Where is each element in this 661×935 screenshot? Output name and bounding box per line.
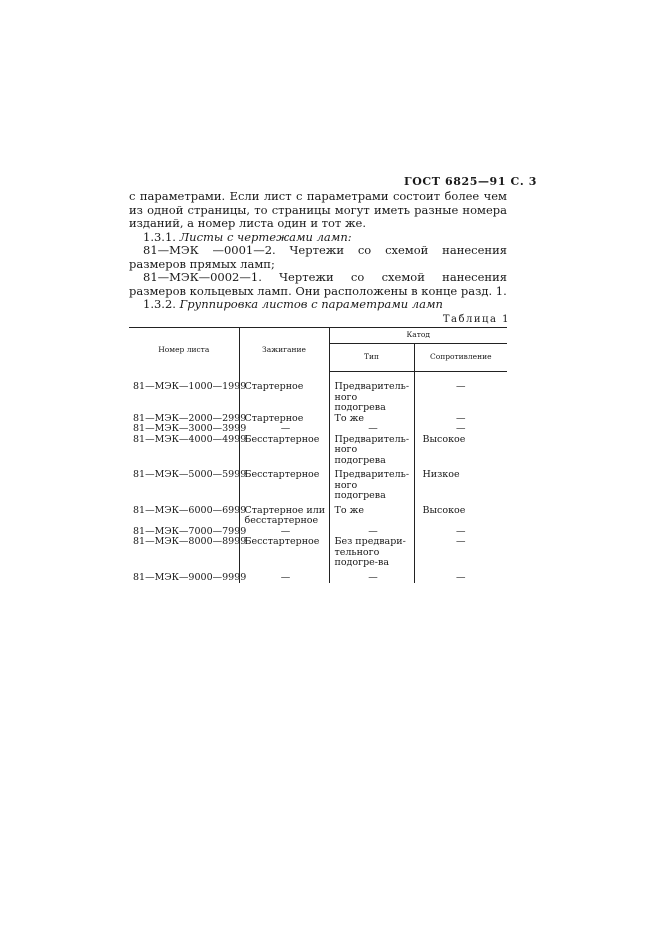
cell-ignition: — bbox=[239, 424, 329, 435]
header-ignition: Зажигание bbox=[239, 328, 329, 372]
intro-paragraph: с параметрами. Если лист с параметрами состоит более чем из одной страницы, то страницы могут иметь разные номера изданий, а номер листа один и тот же. bbox=[129, 189, 507, 230]
cell-resistance: Низкое bbox=[422, 469, 460, 480]
section-1-3-2-heading bbox=[129, 298, 507, 312]
cell-ignition: Бесстартерное bbox=[239, 435, 329, 467]
cell-type: Предваритель-ного подогрева bbox=[329, 435, 414, 467]
table-row bbox=[129, 382, 507, 414]
cell-sheet: 81—МЭК—1000—1999 bbox=[129, 382, 239, 414]
header-resistance: Сопротивление bbox=[414, 344, 507, 372]
cell-type: — bbox=[329, 424, 414, 435]
cell-sheet: 81—МЭК—4000—4999 bbox=[129, 435, 239, 467]
table-row bbox=[129, 537, 507, 569]
cell-type: Предваритель-ного подогрева bbox=[329, 466, 414, 502]
cell-resistance: Высокое bbox=[422, 433, 466, 445]
section-1-3-2-title: Группировка листов с параметрами ламп bbox=[179, 297, 443, 311]
cell-ignition: — bbox=[239, 569, 329, 584]
cell-type: — bbox=[329, 527, 414, 538]
cell-type: То же bbox=[329, 414, 414, 425]
header-sheet-number: Номер листа bbox=[129, 328, 239, 372]
header-cathode: Катод bbox=[329, 328, 507, 344]
section-1-3-1-item-1: 81—МЭК —0001—2. Чертежи со схемой нанесения размеров прямых ламп; bbox=[129, 243, 507, 271]
page-header: ГОСТ 6825—91 С. 3 bbox=[404, 175, 537, 188]
section-1-3-1-item-2: 81—МЭК—0002—1. Чертежи со схемой нанесения размеров кольцевых ламп. Они расположены в конце разд. 1. bbox=[129, 270, 507, 298]
cell-resistance: — bbox=[456, 412, 466, 424]
section-1-3-2-number: 1.3.2. bbox=[143, 297, 176, 311]
cell-sheet: 81—МЭК—8000—8999 bbox=[129, 537, 239, 569]
cell-ignition: Стартерное или бесстартерное bbox=[239, 502, 329, 527]
cell-ignition: Стартерное bbox=[239, 414, 329, 425]
cell-type: Без предвари-тельного подогре-ва bbox=[329, 537, 414, 569]
table-row bbox=[129, 435, 507, 467]
cell-ignition: Бесстартерное bbox=[239, 466, 329, 502]
cell-resistance: — bbox=[456, 381, 466, 392]
cell-sheet: 81—МЭК—9000—9999 bbox=[129, 569, 239, 584]
table-row bbox=[129, 569, 507, 584]
table-row bbox=[129, 424, 507, 435]
cell-resistance: — bbox=[456, 571, 466, 583]
table-row bbox=[129, 502, 507, 527]
table-label: Таблица 1 bbox=[442, 314, 510, 325]
cell-ignition: — bbox=[239, 527, 329, 538]
section-1-3-1-heading bbox=[129, 231, 507, 245]
table-row bbox=[129, 466, 507, 502]
cell-ignition: Бесстартерное bbox=[239, 537, 329, 569]
cell-sheet: 81—МЭК—7000—7999 bbox=[129, 527, 239, 538]
header-type: Тип bbox=[329, 344, 414, 372]
cell-resistance: — bbox=[456, 536, 466, 547]
cell-resistance: — bbox=[456, 525, 466, 537]
cell-type: То же bbox=[329, 502, 414, 527]
cell-sheet: 81—МЭК—6000—6999 bbox=[129, 502, 239, 527]
cell-ignition: Стартерное bbox=[239, 382, 329, 414]
cell-sheet: 81—МЭК—3000—3999 bbox=[129, 424, 239, 435]
body-text bbox=[129, 190, 507, 312]
lamp-sheets-table bbox=[129, 327, 507, 583]
cell-type: — bbox=[329, 569, 414, 584]
section-1-3-1-number: 1.3.1. bbox=[143, 229, 176, 244]
cell-sheet: 81—МЭК—5000—5999 bbox=[129, 466, 239, 502]
cell-type: Предваритель-ного подогрева bbox=[329, 382, 414, 414]
cell-resistance: Высокое bbox=[422, 504, 466, 516]
cell-resistance: — bbox=[456, 423, 466, 434]
section-1-3-1-title: Листы с чертежами ламп: bbox=[179, 229, 352, 244]
cell-sheet: 81—МЭК—2000—2999 bbox=[129, 414, 239, 425]
